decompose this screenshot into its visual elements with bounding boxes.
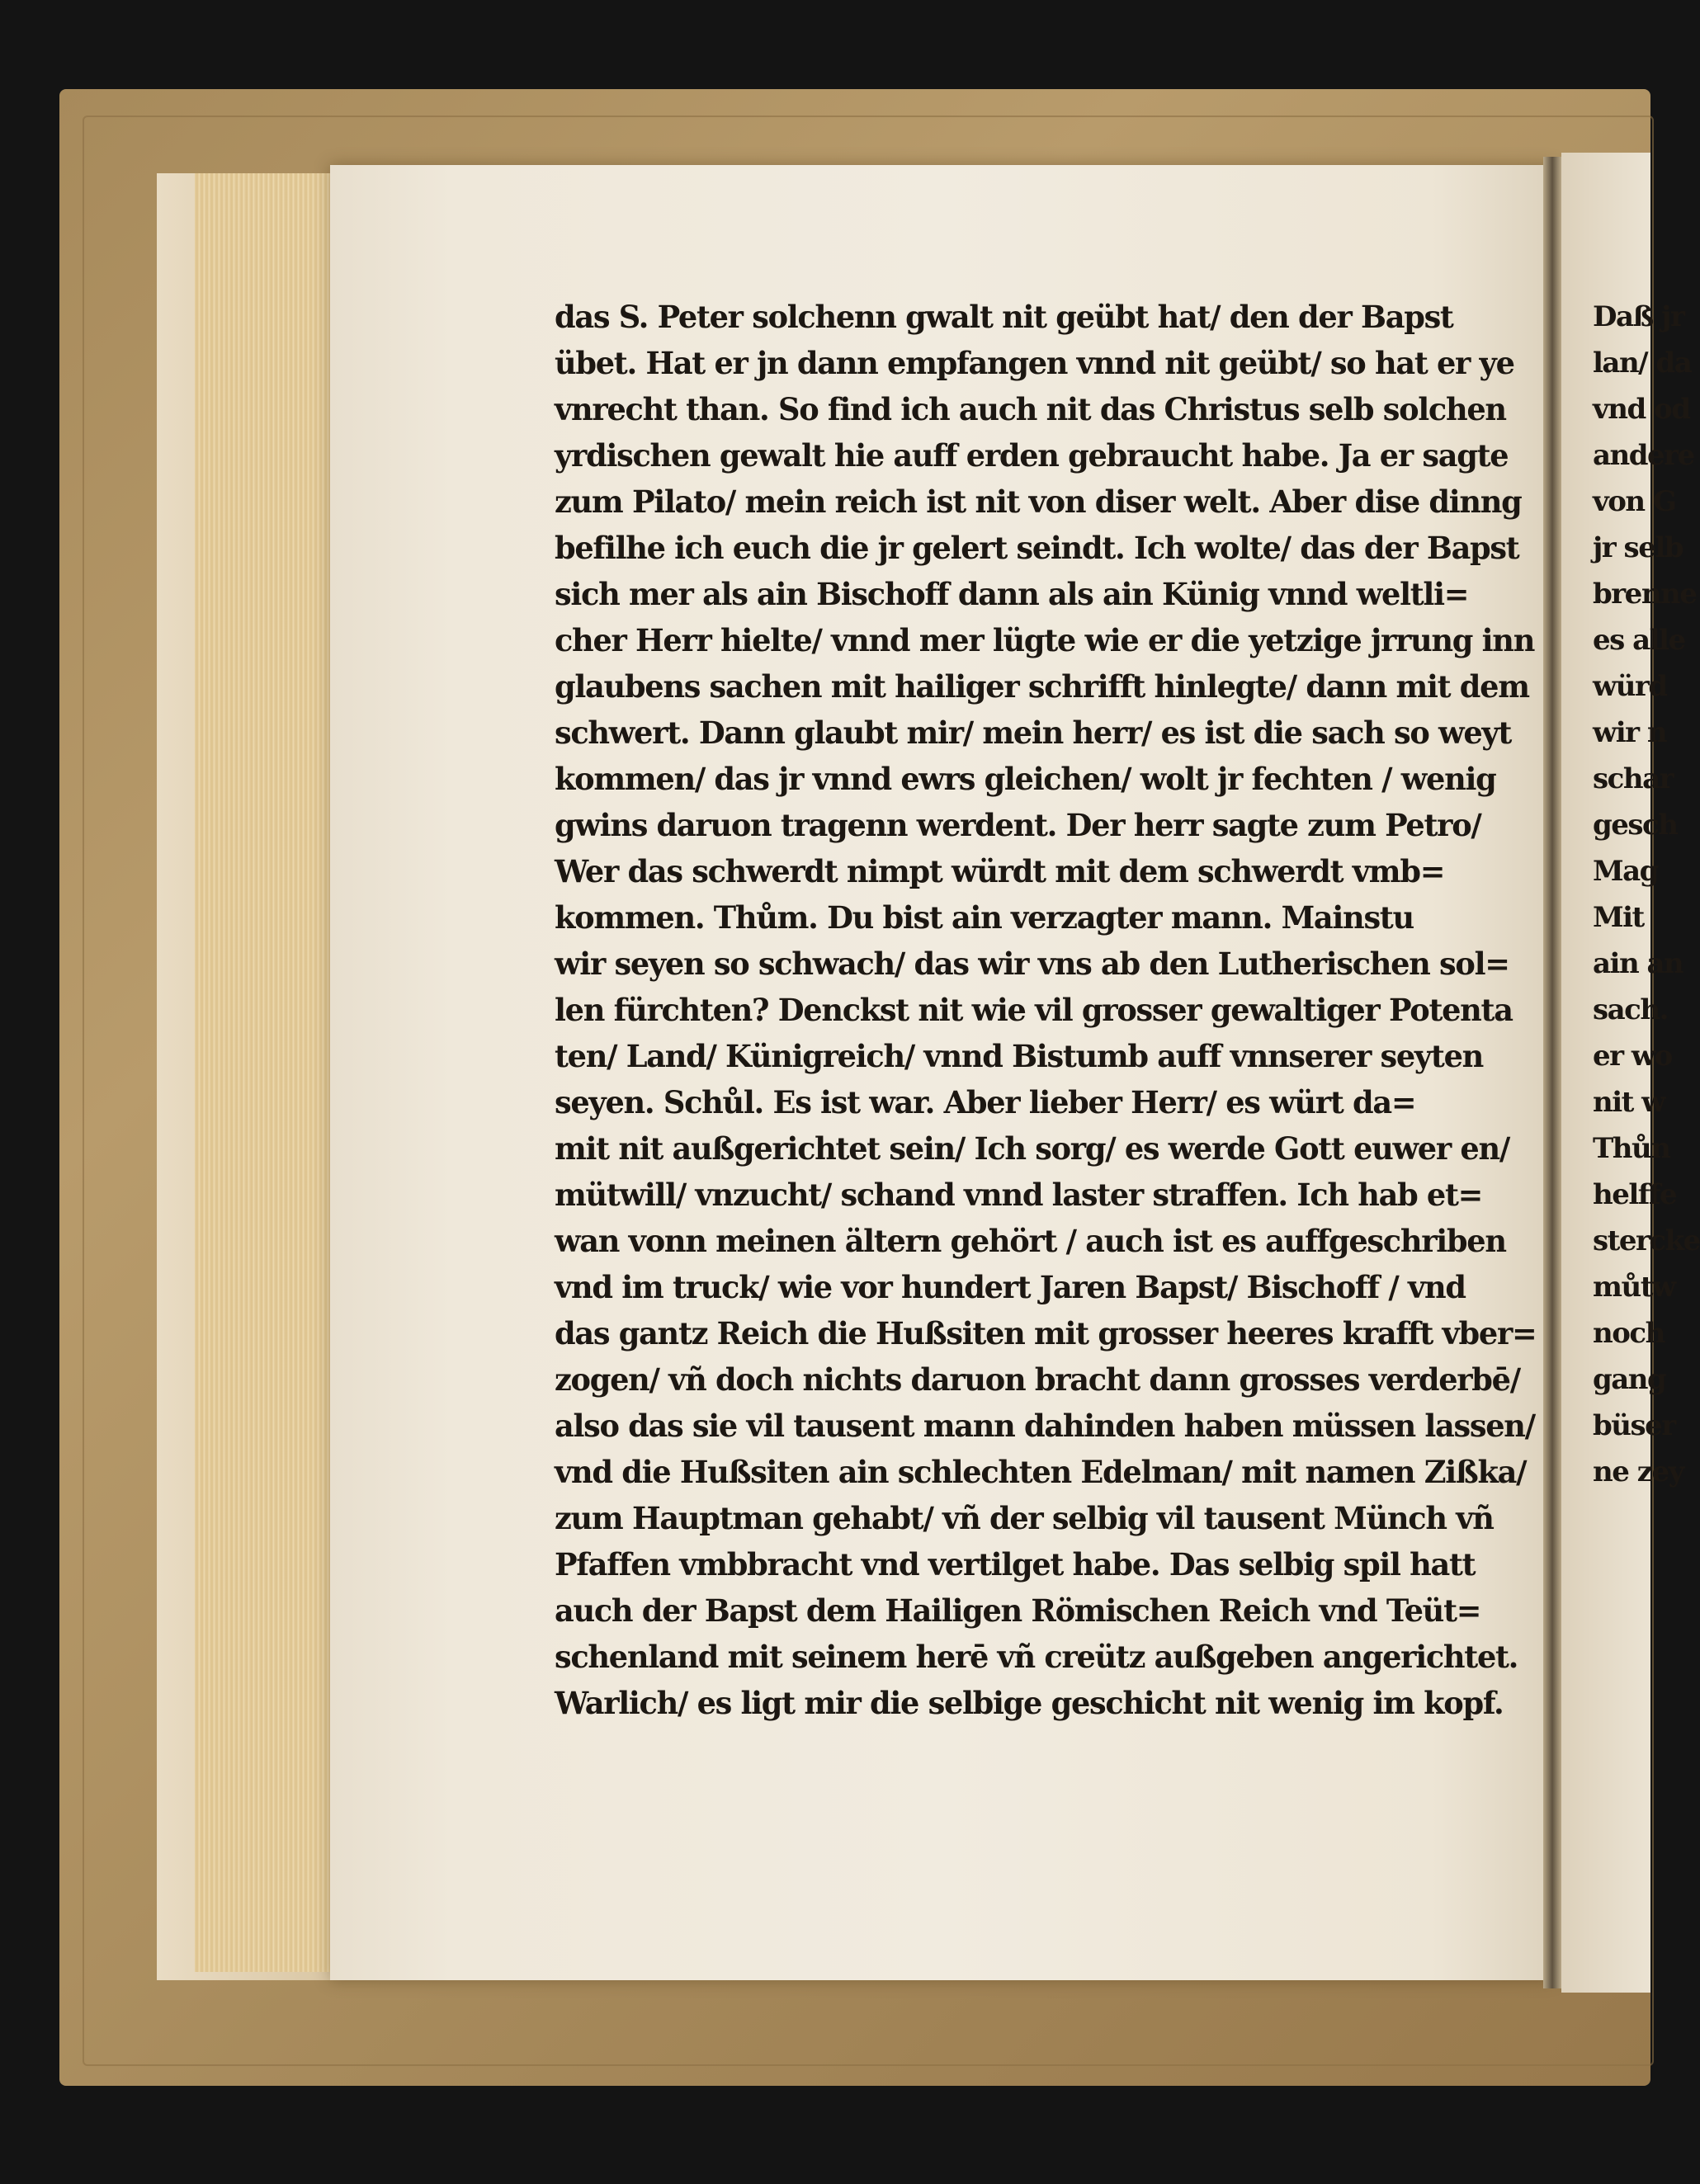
- facing-text-line: Mag: [1593, 855, 1658, 888]
- facing-text-line: brenne: [1593, 578, 1697, 611]
- text-line: schwert. Dann glaubt mir/ mein herr/ es ist die sach so weyt: [555, 715, 1512, 751]
- facing-text-line: ain an: [1593, 947, 1683, 980]
- text-line: mütwill/ vnzucht/ schand vnnd laster straffen. Ich hab et=: [555, 1177, 1483, 1213]
- facing-text-line: würd: [1593, 670, 1667, 703]
- text-line: seyen. Schůl. Es ist war. Aber lieber Herr/ es würt da=: [555, 1084, 1416, 1120]
- text-line: das S. Peter solchenn gwalt nit geübt hat/ den der Bapst: [555, 299, 1453, 335]
- text-line: übet. Hat er jn dann empfangen vnnd nit geübt/ so hat er ye: [555, 345, 1514, 381]
- text-line: schenland mit seinem herē vñ creütz außgeben angerichtet.: [555, 1639, 1518, 1675]
- text-line: zogen/ vñ doch nichts daruon bracht dann grosses verderbē/: [555, 1361, 1520, 1398]
- facing-text-line: sach.: [1593, 993, 1668, 1026]
- facing-page-text: [1593, 294, 1700, 1495]
- facing-text-line: nit w: [1593, 1086, 1665, 1119]
- facing-text-line: gang: [1593, 1363, 1666, 1396]
- text-line: vnd im truck/ wie vor hundert Jaren Bapst/ Bischoff / vnd: [555, 1269, 1466, 1305]
- text-line: Warlich/ es ligt mir die selbige geschicht nit wenig im kopf.: [555, 1685, 1504, 1721]
- main-text-block: [555, 294, 1545, 1726]
- facing-text-line: noch: [1593, 1317, 1665, 1350]
- text-line: kommen. Thům. Du bist ain verzagter mann. Mainstu: [555, 899, 1414, 936]
- text-line: zum Hauptman gehabt/ vñ der selbig vil tausent Münch vñ: [555, 1500, 1494, 1536]
- facing-text-line: lan/ da: [1593, 347, 1692, 380]
- text-line: zum Pilato/ mein reich ist nit von diser welt. Aber dise dinng: [555, 483, 1522, 520]
- facing-text-line: Daß jr: [1593, 300, 1684, 333]
- facing-text-line: vnd od: [1593, 393, 1690, 426]
- text-line: vnd die Hußsiten ain schlechten Edelman/ mit namen Zißka/: [555, 1454, 1527, 1490]
- page-block-edge: [195, 173, 345, 1972]
- text-line: auch der Bapst dem Hailigen Römischen Reich vnd Teüt=: [555, 1592, 1481, 1629]
- facing-text-line: von G: [1593, 485, 1676, 518]
- text-line: mit nit außgerichtet sein/ Ich sorg/ es werde Gott euwer en/: [555, 1130, 1509, 1167]
- facing-text-line: büser: [1593, 1409, 1675, 1442]
- text-line: Wer das schwerdt nimpt würdt mit dem schwerdt vmb=: [555, 853, 1445, 889]
- facing-text-line: jr selb: [1593, 531, 1683, 564]
- text-line: wan vonn meinen ältern gehört / auch ist es auffgeschriben: [555, 1223, 1506, 1259]
- facing-text-line: ne zey: [1593, 1455, 1683, 1488]
- facing-text-line: wir n: [1593, 716, 1667, 749]
- text-line: ten/ Land/ Künigreich/ vnnd Bistumb auff vnnserer seyten: [555, 1038, 1484, 1074]
- text-line: kommen/ das jr vnnd ewrs gleichen/ wolt jr fechten / wenig: [555, 761, 1496, 797]
- text-line: befilhe ich euch die jr gelert seindt. Ich wolte/ das der Bapst: [555, 530, 1519, 566]
- text-line: wir seyen so schwach/ das wir vns ab den Lutherischen sol=: [555, 946, 1509, 982]
- text-line: sich mer als ain Bischoff dann als ain Künig vnnd weltli=: [555, 576, 1469, 612]
- book-gutter: [1543, 157, 1561, 1988]
- facing-text-line: schar: [1593, 762, 1674, 795]
- facing-text-line: gesch: [1593, 809, 1678, 842]
- facing-text-line: es alle: [1593, 624, 1685, 657]
- text-line: yrdischen gewalt hie auff erden gebraucht habe. Ja er sagte: [555, 437, 1509, 474]
- facing-text-line: můtw: [1593, 1271, 1675, 1304]
- text-line: das gantz Reich die Hußsiten mit grosser heeres krafft vber=: [555, 1315, 1537, 1351]
- facing-text-line: Mit: [1593, 901, 1644, 934]
- facing-text-line: andere: [1593, 439, 1694, 472]
- text-line: gwins daruon tragenn werdent. Der herr sagte zum Petro/: [555, 807, 1481, 843]
- facing-text-line: helffe: [1593, 1178, 1677, 1211]
- text-line: also das sie vil tausent mann dahinden haben müssen lassen/: [555, 1408, 1535, 1444]
- facing-text-line: er wo: [1593, 1040, 1672, 1073]
- facing-text-line: Thůn: [1593, 1132, 1670, 1165]
- text-line: Pfaffen vmbbracht vnd vertilget habe. Das selbig spil hatt: [555, 1546, 1476, 1583]
- text-line: len fürchten? Denckst nit wie vil grosser gewaltiger Potenta: [555, 992, 1513, 1028]
- text-line: vnrecht than. So find ich auch nit das Christus selb solchen: [555, 391, 1506, 427]
- text-line: cher Herr hielte/ vnnd mer lügte wie er die yetzige jrrung inn: [555, 622, 1535, 658]
- facing-text-line: stercke: [1593, 1224, 1700, 1257]
- text-line: glaubens sachen mit hailiger schrifft hinlegte/ dann mit dem: [555, 668, 1529, 705]
